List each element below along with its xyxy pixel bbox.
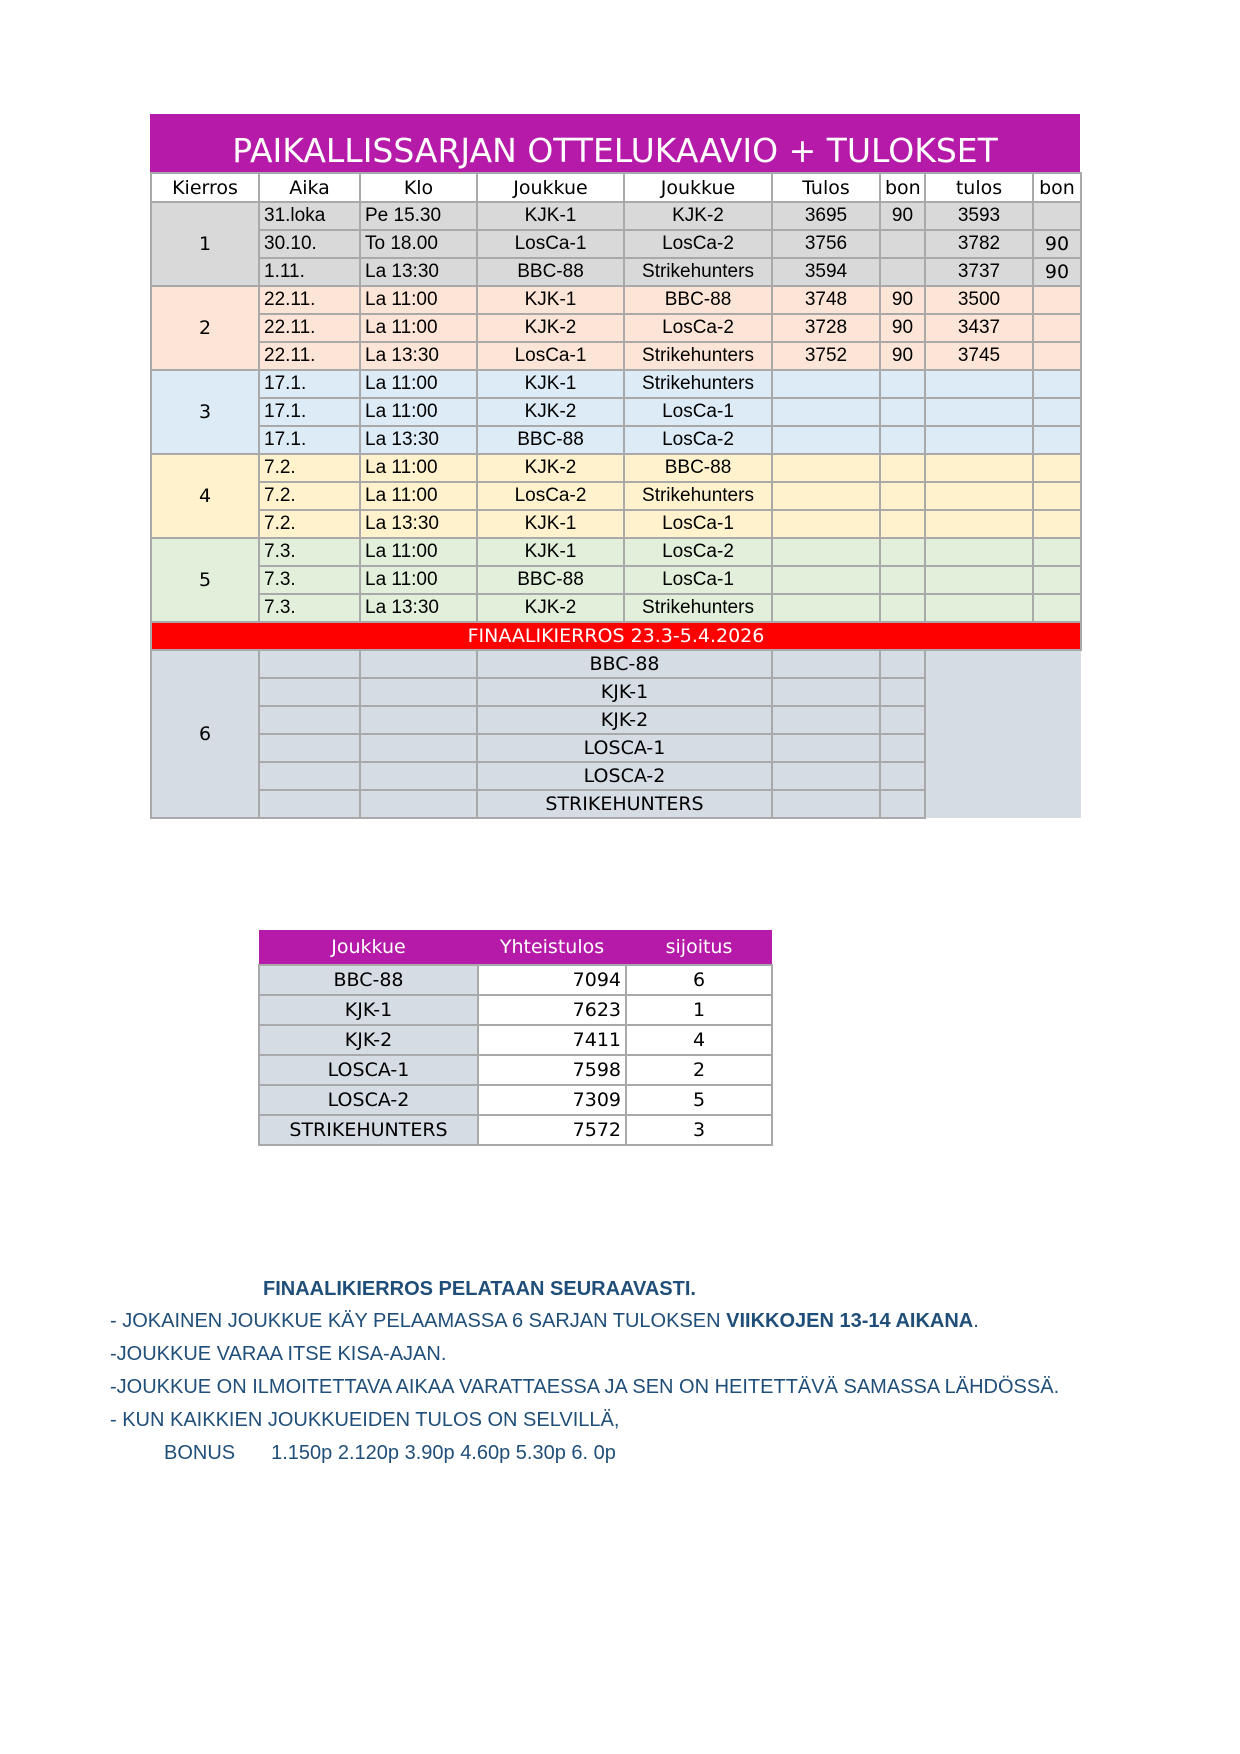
away-team: Strikehunters <box>624 258 772 286</box>
away-score <box>925 594 1033 622</box>
home-bonus <box>880 258 925 286</box>
match-time: La 11:00 <box>360 482 477 510</box>
notes-line-1-end: . <box>973 1310 979 1332</box>
home-score <box>772 398 880 426</box>
empty-bonus <box>880 762 925 790</box>
match-time: La 13:30 <box>360 258 477 286</box>
empty-date <box>259 734 360 762</box>
round-number: 3 <box>151 370 259 454</box>
away-bonus <box>1033 398 1081 426</box>
match-date: 7.3. <box>259 538 360 566</box>
standings-column-header: Yhteistulos <box>478 930 626 965</box>
empty-date <box>259 706 360 734</box>
column-header: Joukkue <box>624 173 772 202</box>
match-date: 7.3. <box>259 594 360 622</box>
column-header: tulos <box>925 173 1033 202</box>
home-score: 3594 <box>772 258 880 286</box>
match-time: La 11:00 <box>360 286 477 314</box>
standings-total: 7598 <box>478 1055 626 1085</box>
empty-time <box>360 706 477 734</box>
home-team: KJK-1 <box>477 510 624 538</box>
away-team: Strikehunters <box>624 342 772 370</box>
standings-column-header: sijoitus <box>626 930 772 965</box>
empty-time <box>360 790 477 818</box>
standings-total: 7572 <box>478 1115 626 1145</box>
notes-heading: FINAALIKIERROS PELATAAN SEURAAVASTI. <box>263 1278 696 1300</box>
match-row <box>151 538 1081 566</box>
standings-rank: 1 <box>626 995 772 1025</box>
away-team: BBC-88 <box>624 286 772 314</box>
match-time: La 11:00 <box>360 398 477 426</box>
match-time: La 13:30 <box>360 510 477 538</box>
away-bonus <box>1033 482 1081 510</box>
match-row <box>151 370 1081 398</box>
notes-line-2: -JOUKKUE VARAA ITSE KISA-AJAN. <box>110 1343 447 1365</box>
standings-row <box>259 1025 772 1055</box>
away-bonus: 90 <box>1033 258 1081 286</box>
match-date: 30.10. <box>259 230 360 258</box>
away-bonus <box>1033 370 1081 398</box>
match-row <box>151 454 1081 482</box>
blank-area <box>925 650 1081 818</box>
away-score: 3745 <box>925 342 1033 370</box>
final-round-banner <box>151 622 1081 650</box>
home-score <box>772 426 880 454</box>
match-row <box>151 398 1081 426</box>
match-row <box>151 510 1081 538</box>
home-team: BBC-88 <box>477 258 624 286</box>
home-score: 3756 <box>772 230 880 258</box>
away-team: Strikehunters <box>624 370 772 398</box>
empty-time <box>360 650 477 678</box>
standings-rank: 2 <box>626 1055 772 1085</box>
standings <box>258 930 773 1146</box>
home-score: 3695 <box>772 202 880 230</box>
home-team: LosCa-2 <box>477 482 624 510</box>
away-bonus <box>1033 426 1081 454</box>
match-date: 17.1. <box>259 426 360 454</box>
home-bonus <box>880 538 925 566</box>
empty-bonus <box>880 650 925 678</box>
standings-rank: 4 <box>626 1025 772 1055</box>
away-bonus <box>1033 314 1081 342</box>
round-number: 2 <box>151 286 259 370</box>
home-team: BBC-88 <box>477 566 624 594</box>
final-team: KJK-1 <box>477 678 772 706</box>
column-header: bon <box>1033 173 1081 202</box>
match-time: La 13:30 <box>360 342 477 370</box>
home-score: 3752 <box>772 342 880 370</box>
away-team: LosCa-2 <box>624 538 772 566</box>
header-row <box>151 173 1081 202</box>
column-header: Tulos <box>772 173 880 202</box>
round-number: 1 <box>151 202 259 286</box>
final-team: LOSCA-1 <box>477 734 772 762</box>
bonus-label: BONUS <box>164 1442 236 1464</box>
away-score <box>925 454 1033 482</box>
home-bonus: 90 <box>880 286 925 314</box>
home-bonus <box>880 370 925 398</box>
standings-total: 7094 <box>478 965 626 995</box>
match-date: 1.11. <box>259 258 360 286</box>
empty-score <box>772 734 880 762</box>
home-bonus <box>880 482 925 510</box>
home-bonus <box>880 594 925 622</box>
away-score: 3593 <box>925 202 1033 230</box>
empty-time <box>360 678 477 706</box>
away-team: BBC-88 <box>624 454 772 482</box>
schedule-sheet <box>150 114 1080 819</box>
away-bonus <box>1033 538 1081 566</box>
standings-team: LOSCA-2 <box>259 1085 478 1115</box>
column-header: Joukkue <box>477 173 624 202</box>
away-team: Strikehunters <box>624 482 772 510</box>
home-score <box>772 370 880 398</box>
final-team: KJK-2 <box>477 706 772 734</box>
match-row <box>151 426 1081 454</box>
home-bonus <box>880 398 925 426</box>
empty-date <box>259 790 360 818</box>
match-row <box>151 482 1081 510</box>
away-bonus <box>1033 286 1081 314</box>
standings-row <box>259 995 772 1025</box>
standings-row <box>259 1115 772 1145</box>
empty-score <box>772 650 880 678</box>
away-score: 3437 <box>925 314 1033 342</box>
home-bonus <box>880 510 925 538</box>
match-row <box>151 202 1081 230</box>
away-team: LosCa-2 <box>624 230 772 258</box>
empty-bonus <box>880 734 925 762</box>
empty-score <box>772 762 880 790</box>
standings-total: 7411 <box>478 1025 626 1055</box>
column-header: Aika <box>259 173 360 202</box>
away-bonus <box>1033 594 1081 622</box>
match-row <box>151 594 1081 622</box>
standings-total: 7309 <box>478 1085 626 1115</box>
empty-date <box>259 650 360 678</box>
match-time: La 13:30 <box>360 594 477 622</box>
home-score <box>772 594 880 622</box>
home-score <box>772 538 880 566</box>
away-team: LosCa-1 <box>624 566 772 594</box>
home-score <box>772 454 880 482</box>
match-date: 22.11. <box>259 314 360 342</box>
standings-table <box>258 930 773 1146</box>
empty-score <box>772 678 880 706</box>
standings-team: BBC-88 <box>259 965 478 995</box>
final-team-row <box>151 650 1081 678</box>
match-date: 7.2. <box>259 482 360 510</box>
notes-line-4: - KUN KAIKKIEN JOUKKUEIDEN TULOS ON SELVILLÄ, <box>110 1409 620 1431</box>
away-score <box>925 398 1033 426</box>
standings-rank: 3 <box>626 1115 772 1145</box>
standings-row <box>259 965 772 995</box>
schedule-table <box>150 172 1082 819</box>
match-date: 7.2. <box>259 454 360 482</box>
away-bonus: 90 <box>1033 230 1081 258</box>
notes-line-3: -JOUKKUE ON ILMOITETTAVA AIKAA VARATTAESSA JA SEN ON HEITETTÄVÄ SAMASSA LÄHDÖSSÄ. <box>110 1376 1060 1398</box>
home-team: KJK-1 <box>477 202 624 230</box>
home-team: KJK-1 <box>477 286 624 314</box>
empty-score <box>772 706 880 734</box>
final-round-notes <box>110 1278 1059 1475</box>
bonus-values: 1.150p 2.120p 3.90p 4.60p 5.30p 6. 0p <box>271 1442 616 1464</box>
final-team: LOSCA-2 <box>477 762 772 790</box>
away-team: LosCa-2 <box>624 426 772 454</box>
bonus-line <box>164 1442 1059 1465</box>
away-score <box>925 566 1033 594</box>
match-row <box>151 230 1081 258</box>
match-date: 31.loka <box>259 202 360 230</box>
final-round-banner-text: FINAALIKIERROS 23.3-5.4.2026 <box>151 622 1081 650</box>
away-score <box>925 370 1033 398</box>
standings-team: STRIKEHUNTERS <box>259 1115 478 1145</box>
standings-rank: 5 <box>626 1085 772 1115</box>
match-row <box>151 286 1081 314</box>
away-team: Strikehunters <box>624 594 772 622</box>
match-time: La 11:00 <box>360 454 477 482</box>
match-time: La 11:00 <box>360 538 477 566</box>
final-team: BBC-88 <box>477 650 772 678</box>
away-score: 3782 <box>925 230 1033 258</box>
home-bonus <box>880 230 925 258</box>
away-score: 3500 <box>925 286 1033 314</box>
column-header: bon <box>880 173 925 202</box>
empty-time <box>360 734 477 762</box>
away-bonus <box>1033 454 1081 482</box>
standings-total: 7623 <box>478 995 626 1025</box>
away-score <box>925 538 1033 566</box>
standings-team: LOSCA-1 <box>259 1055 478 1085</box>
standings-team: KJK-2 <box>259 1025 478 1055</box>
match-time: To 18.00 <box>360 230 477 258</box>
match-date: 7.2. <box>259 510 360 538</box>
away-team: LosCa-2 <box>624 314 772 342</box>
column-header: Kierros <box>151 173 259 202</box>
standings-row <box>259 1055 772 1085</box>
standings-rank: 6 <box>626 965 772 995</box>
away-score <box>925 510 1033 538</box>
empty-bonus <box>880 706 925 734</box>
away-bonus <box>1033 202 1081 230</box>
home-bonus: 90 <box>880 202 925 230</box>
match-time: La 13:30 <box>360 426 477 454</box>
home-bonus <box>880 566 925 594</box>
match-time: Pe 15.30 <box>360 202 477 230</box>
round-number: 6 <box>151 650 259 818</box>
home-bonus <box>880 426 925 454</box>
empty-date <box>259 762 360 790</box>
home-team: LosCa-1 <box>477 230 624 258</box>
empty-bonus <box>880 790 925 818</box>
away-score: 3737 <box>925 258 1033 286</box>
away-team: LosCa-1 <box>624 510 772 538</box>
home-score <box>772 482 880 510</box>
home-score <box>772 510 880 538</box>
home-score: 3728 <box>772 314 880 342</box>
match-time: La 11:00 <box>360 566 477 594</box>
home-bonus <box>880 454 925 482</box>
home-score: 3748 <box>772 286 880 314</box>
home-team: KJK-2 <box>477 314 624 342</box>
away-bonus <box>1033 566 1081 594</box>
away-bonus <box>1033 342 1081 370</box>
column-header: Klo <box>360 173 477 202</box>
home-bonus: 90 <box>880 342 925 370</box>
match-row <box>151 314 1081 342</box>
match-date: 17.1. <box>259 398 360 426</box>
away-team: KJK-2 <box>624 202 772 230</box>
home-score <box>772 566 880 594</box>
home-team: KJK-2 <box>477 398 624 426</box>
round-number: 4 <box>151 454 259 538</box>
match-date: 22.11. <box>259 342 360 370</box>
home-bonus: 90 <box>880 314 925 342</box>
notes-line-1-bold: VIIKKOJEN 13-14 AIKANA <box>726 1310 974 1332</box>
match-row <box>151 566 1081 594</box>
empty-time <box>360 762 477 790</box>
away-team: LosCa-1 <box>624 398 772 426</box>
final-team: STRIKEHUNTERS <box>477 790 772 818</box>
away-score <box>925 482 1033 510</box>
match-row <box>151 342 1081 370</box>
empty-date <box>259 678 360 706</box>
match-date: 17.1. <box>259 370 360 398</box>
match-date: 7.3. <box>259 566 360 594</box>
notes-line-1-text: - JOKAINEN JOUKKUE KÄY PELAAMASSA 6 SARJAN TULOKSEN <box>110 1310 727 1332</box>
notes-line-1 <box>110 1310 1059 1333</box>
standings-column-header: Joukkue <box>259 930 478 965</box>
away-score <box>925 426 1033 454</box>
empty-score <box>772 790 880 818</box>
home-team: BBC-88 <box>477 426 624 454</box>
away-bonus <box>1033 510 1081 538</box>
home-team: KJK-1 <box>477 370 624 398</box>
match-time: La 11:00 <box>360 370 477 398</box>
match-time: La 11:00 <box>360 314 477 342</box>
home-team: LosCa-1 <box>477 342 624 370</box>
match-date: 22.11. <box>259 286 360 314</box>
home-team: KJK-1 <box>477 538 624 566</box>
home-team: KJK-2 <box>477 454 624 482</box>
match-row <box>151 258 1081 286</box>
round-number: 5 <box>151 538 259 622</box>
empty-bonus <box>880 678 925 706</box>
standings-header-row <box>259 930 772 965</box>
standings-row <box>259 1085 772 1115</box>
standings-team: KJK-1 <box>259 995 478 1025</box>
sheet-title: PAIKALLISSARJAN OTTELUKAAVIO + TULOKSET <box>150 114 1080 172</box>
home-team: KJK-2 <box>477 594 624 622</box>
